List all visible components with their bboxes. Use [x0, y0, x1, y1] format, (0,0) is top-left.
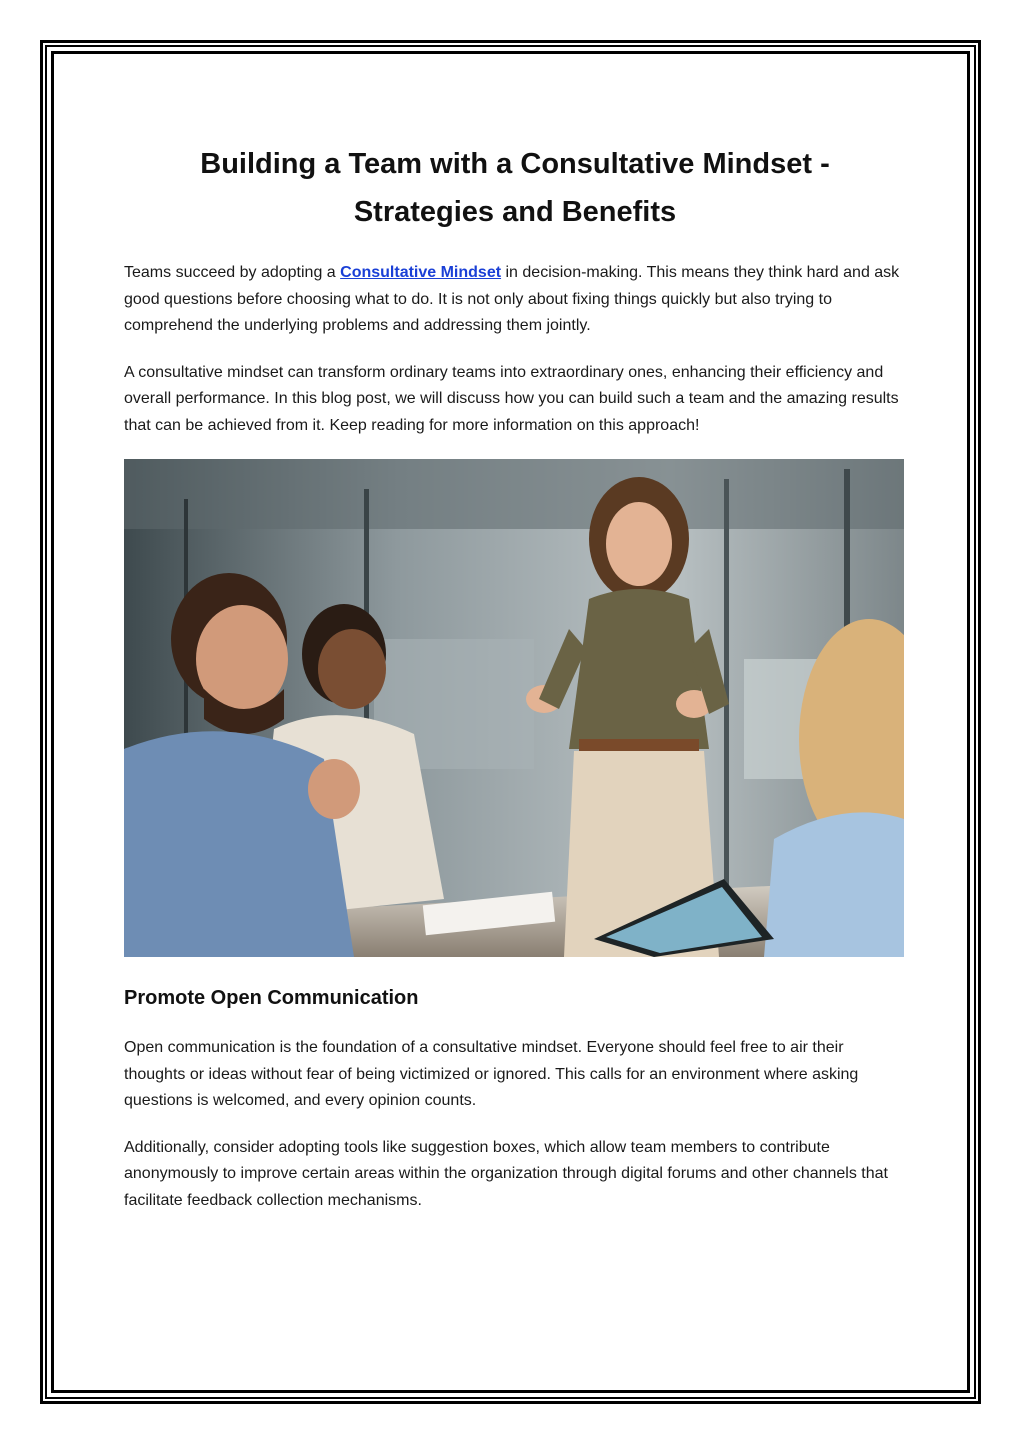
section1-paragraph-1: Open communication is the foundation of a consultative mindset. Everyone should feel free to air their thoughts or ideas without fear of being victimized or ignored. This calls for an environment where asking questions is welcomed, and every opinion counts.: [124, 1039, 859, 1109]
article-body: [124, 140, 906, 1234]
intro-p1-text-after: in decision-making. This means they think hard and ask good questions before choosing what to do. It is not only about fixing things quickly but also trying to comprehend the underlying problems and addressing them jointly.: [124, 264, 900, 334]
title-line-2: Strategies and Benefits: [353, 196, 677, 228]
section1-paragraph-2: Additionally, consider adopting tools like suggestion boxes, which allow team members to contribute anonymously to improve certain areas within the organization through digital forums and other channels that facilitate feedback collection mechanisms.: [124, 1138, 888, 1209]
intro-p1-text-before: Teams succeed by adopting a: [124, 264, 341, 281]
section-heading-open-communication: Promote Open Communication: [124, 987, 419, 1009]
intro-paragraph-2: A consultative mindset can transform ordinary teams into extraordinary ones, enhancing their efficiency and overall performance. In this blog post, we will discuss how you can build such a team and the amazing results that can be achieved from it. Keep reading for more information on this approach!: [124, 363, 899, 434]
article-title: [124, 140, 906, 236]
consultative-mindset-link[interactable]: Consultative Mindset: [340, 264, 502, 281]
intro-paragraph-1: [124, 260, 906, 340]
title-line-1: Building a Team with a Consultative Mindset -: [200, 148, 830, 180]
team-meeting-photo: [124, 459, 904, 957]
